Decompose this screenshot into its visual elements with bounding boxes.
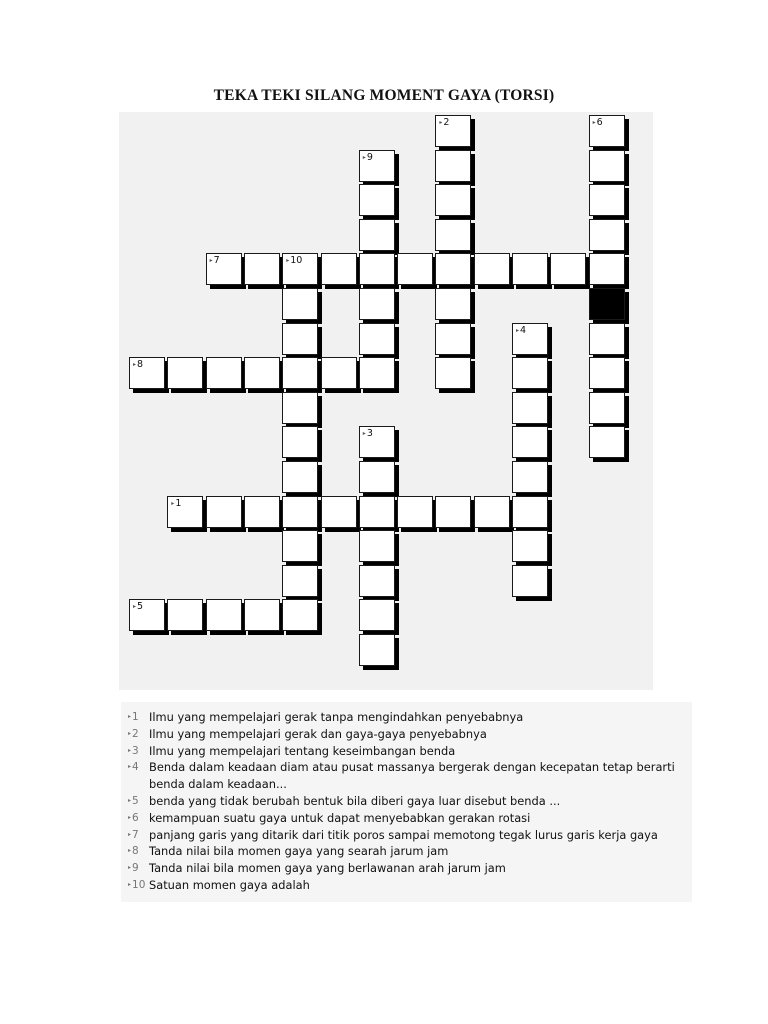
grid-cell[interactable] bbox=[512, 323, 548, 355]
clue-text: Satuan momen gaya adalah bbox=[149, 877, 310, 892]
arrow-icon: ▸ bbox=[171, 499, 175, 507]
arrow-icon: ▸ bbox=[133, 361, 137, 369]
clue-number-label: 4 bbox=[520, 324, 527, 336]
clue-panel bbox=[121, 702, 692, 902]
arrow-icon: ▸ bbox=[128, 713, 132, 720]
clue-number bbox=[171, 498, 181, 509]
clue-number bbox=[593, 117, 603, 128]
grid-cell[interactable] bbox=[129, 599, 165, 631]
clue-number-label: 2 bbox=[443, 117, 450, 128]
clue-text: Ilmu yang mempelajari gerak tanpa mengindahkan penyebabnya bbox=[149, 710, 524, 724]
arrow-icon: ▸ bbox=[592, 119, 596, 126]
clue-number-label: 5 bbox=[132, 794, 139, 807]
clue-item[interactable] bbox=[128, 709, 688, 726]
clue-item[interactable] bbox=[128, 810, 688, 827]
grid-cell[interactable] bbox=[206, 253, 242, 285]
arrow-icon: ▸ bbox=[128, 746, 132, 754]
grid-cell[interactable] bbox=[359, 461, 395, 493]
grid-cell[interactable] bbox=[321, 496, 357, 528]
arrow-icon: ▸ bbox=[362, 153, 366, 161]
grid-cell[interactable] bbox=[167, 357, 203, 389]
clue-number bbox=[128, 759, 148, 776]
clue-item[interactable] bbox=[128, 793, 688, 810]
clue-number-label: 9 bbox=[366, 151, 373, 163]
grid-cell[interactable] bbox=[282, 565, 318, 597]
grid-cell[interactable] bbox=[435, 184, 471, 216]
arrow-icon: ▸ bbox=[209, 257, 213, 265]
clue-number-label: 6 bbox=[596, 117, 603, 128]
grid-cell[interactable] bbox=[512, 426, 548, 458]
clue-number-label: 10 bbox=[132, 878, 146, 891]
grid-cell[interactable] bbox=[589, 253, 625, 285]
arrow-icon: ▸ bbox=[128, 813, 132, 821]
grid-cell[interactable] bbox=[244, 599, 280, 631]
grid-cell[interactable] bbox=[512, 461, 548, 493]
grid-cell[interactable] bbox=[359, 150, 395, 182]
clue-text: kemampuan suatu gaya untuk dapat menyebabkan gerakan rotasi bbox=[149, 810, 531, 825]
grid-cell[interactable] bbox=[282, 530, 318, 562]
clue-item[interactable] bbox=[128, 877, 688, 894]
clue-text-continued: benda dalam keadaan... bbox=[149, 777, 287, 792]
grid-cell[interactable] bbox=[589, 150, 625, 182]
grid-cell[interactable] bbox=[435, 323, 471, 355]
grid-cell[interactable] bbox=[589, 219, 625, 251]
grid-cell[interactable] bbox=[206, 496, 242, 528]
grid-cell[interactable] bbox=[359, 357, 395, 389]
grid-cell[interactable] bbox=[589, 357, 625, 389]
grid-cell[interactable] bbox=[589, 115, 625, 147]
clue-number-label: 4 bbox=[132, 761, 139, 774]
clue-number bbox=[133, 601, 143, 612]
clue-item[interactable] bbox=[128, 743, 688, 760]
clue-number-label: 2 bbox=[132, 727, 139, 740]
grid-cell[interactable] bbox=[435, 357, 471, 389]
grid-cell[interactable] bbox=[244, 496, 280, 528]
clue-number bbox=[128, 709, 148, 726]
grid-cell[interactable] bbox=[282, 288, 318, 320]
grid-cell[interactable] bbox=[397, 496, 433, 528]
grid-cell[interactable] bbox=[359, 253, 395, 285]
clue-number bbox=[133, 359, 143, 370]
grid-cell[interactable] bbox=[282, 461, 318, 493]
clue-number-label: 7 bbox=[132, 828, 139, 841]
grid-cell[interactable] bbox=[589, 392, 625, 424]
grid-cell[interactable] bbox=[474, 496, 510, 528]
grid-cell[interactable] bbox=[512, 357, 548, 389]
grid-cell[interactable] bbox=[359, 530, 395, 562]
clue-number bbox=[128, 810, 148, 827]
arrow-icon: ▸ bbox=[133, 603, 137, 611]
clue-number-label: 5 bbox=[137, 601, 144, 613]
clue-number-label: 3 bbox=[132, 744, 139, 757]
arrow-icon: ▸ bbox=[128, 729, 132, 737]
clue-number-label: 10 bbox=[290, 255, 303, 267]
clue-number-label: 8 bbox=[137, 359, 144, 371]
arrow-icon: ▸ bbox=[362, 430, 366, 438]
clue-number bbox=[286, 255, 302, 266]
clue-number bbox=[363, 152, 373, 163]
arrow-icon: ▸ bbox=[516, 326, 520, 334]
clue-number-label: 6 bbox=[132, 811, 139, 824]
clue-number bbox=[128, 827, 148, 844]
clue-text: benda yang tidak berubah bentuk bila diberi gaya luar disebut benda ... bbox=[149, 793, 561, 808]
clue-number bbox=[128, 877, 148, 894]
grid-cell[interactable] bbox=[129, 357, 165, 389]
grid-cell[interactable] bbox=[512, 530, 548, 562]
grid-cell[interactable] bbox=[474, 253, 510, 285]
crossword-grid bbox=[119, 112, 653, 690]
clue-text: Benda dalam keadaan diam atau pusat massanya bergerak dengan kecepatan tetap berarti bbox=[149, 760, 675, 775]
grid-cell[interactable] bbox=[359, 496, 395, 528]
arrow-icon: ▸ bbox=[439, 119, 443, 126]
grid-cell[interactable] bbox=[512, 392, 548, 424]
arrow-icon: ▸ bbox=[128, 880, 132, 888]
grid-cell[interactable] bbox=[512, 496, 548, 528]
grid-cell[interactable] bbox=[359, 288, 395, 320]
grid-cell[interactable] bbox=[167, 496, 203, 528]
clue-number bbox=[128, 793, 148, 810]
clue-item[interactable] bbox=[128, 827, 688, 844]
grid-cell[interactable] bbox=[359, 323, 395, 355]
clue-number-label: 3 bbox=[366, 428, 373, 440]
clue-text: panjang garis yang ditarik dari titik poros sampai memotong tegak lurus garis kerja gaya bbox=[149, 827, 658, 842]
grid-cell[interactable] bbox=[397, 253, 433, 285]
clue-number-label: 9 bbox=[132, 862, 139, 875]
grid-cell[interactable] bbox=[435, 219, 471, 251]
grid-cell[interactable] bbox=[435, 150, 471, 182]
clue-number bbox=[128, 843, 148, 860]
grid-cell[interactable] bbox=[512, 253, 548, 285]
grid-cell[interactable] bbox=[282, 323, 318, 355]
arrow-icon: ▸ bbox=[128, 830, 132, 838]
grid-cell[interactable] bbox=[206, 357, 242, 389]
arrow-icon: ▸ bbox=[128, 796, 132, 804]
clue-text: Tanda nilai bila momen gaya yang searah jarum jam bbox=[149, 844, 449, 859]
clue-text: Ilmu yang mempelajari gerak dan gaya-gaya penyebabnya bbox=[149, 726, 487, 741]
arrow-icon: ▸ bbox=[286, 257, 290, 265]
grid-cell[interactable] bbox=[321, 253, 357, 285]
grid-cell[interactable] bbox=[359, 565, 395, 597]
clue-text: Ilmu yang mempelajari tentang keseimbangan benda bbox=[149, 743, 456, 758]
grid-cell[interactable] bbox=[512, 565, 548, 597]
grid-cell[interactable] bbox=[244, 253, 280, 285]
grid-cell[interactable] bbox=[167, 599, 203, 631]
clue-number-label: 1 bbox=[175, 497, 182, 509]
clue-number bbox=[128, 726, 148, 743]
grid-cell[interactable] bbox=[282, 426, 318, 458]
grid-cell[interactable] bbox=[589, 184, 625, 216]
grid-cell[interactable] bbox=[550, 253, 586, 285]
arrow-icon: ▸ bbox=[128, 847, 132, 855]
clue-number bbox=[128, 743, 148, 760]
page-title: TEKA TEKI SILANG MOMENT GAYA (TORSI) bbox=[213, 87, 555, 104]
clue-item[interactable] bbox=[128, 860, 688, 877]
clue-number bbox=[363, 428, 373, 439]
clue-item[interactable] bbox=[128, 843, 688, 860]
grid-cell[interactable] bbox=[359, 426, 395, 458]
grid-cell[interactable] bbox=[359, 219, 395, 251]
clue-number bbox=[516, 325, 526, 336]
clue-list bbox=[128, 709, 688, 894]
clue-number bbox=[439, 117, 449, 128]
grid-cell[interactable] bbox=[206, 599, 242, 631]
arrow-icon: ▸ bbox=[128, 864, 132, 872]
grid-cell[interactable] bbox=[282, 599, 318, 631]
grid-cell[interactable] bbox=[282, 392, 318, 424]
black-cell bbox=[589, 288, 625, 320]
grid-cell[interactable] bbox=[359, 634, 395, 666]
clue-number bbox=[210, 255, 220, 266]
grid-cell[interactable] bbox=[282, 357, 318, 389]
clue-item[interactable] bbox=[128, 759, 688, 793]
grid-cell[interactable] bbox=[435, 288, 471, 320]
clue-number-label: 1 bbox=[132, 711, 139, 723]
clue-number-label: 8 bbox=[132, 845, 139, 858]
grid-cell[interactable] bbox=[282, 496, 318, 528]
grid-cell[interactable] bbox=[435, 496, 471, 528]
clue-text: Tanda nilai bila momen gaya yang berlawanan arah jarum jam bbox=[149, 861, 506, 876]
clue-number bbox=[128, 860, 148, 877]
grid-cell[interactable] bbox=[321, 357, 357, 389]
grid-cell[interactable] bbox=[359, 599, 395, 631]
grid-cell[interactable] bbox=[359, 184, 395, 216]
grid-cell[interactable] bbox=[435, 115, 471, 147]
clue-item[interactable] bbox=[128, 726, 688, 743]
grid-cell[interactable] bbox=[282, 253, 318, 285]
grid-cell[interactable] bbox=[244, 357, 280, 389]
clue-number-label: 7 bbox=[213, 255, 220, 267]
grid-cell[interactable] bbox=[435, 253, 471, 285]
arrow-icon: ▸ bbox=[128, 763, 132, 771]
grid-cell[interactable] bbox=[589, 323, 625, 355]
grid-cell[interactable] bbox=[589, 426, 625, 458]
